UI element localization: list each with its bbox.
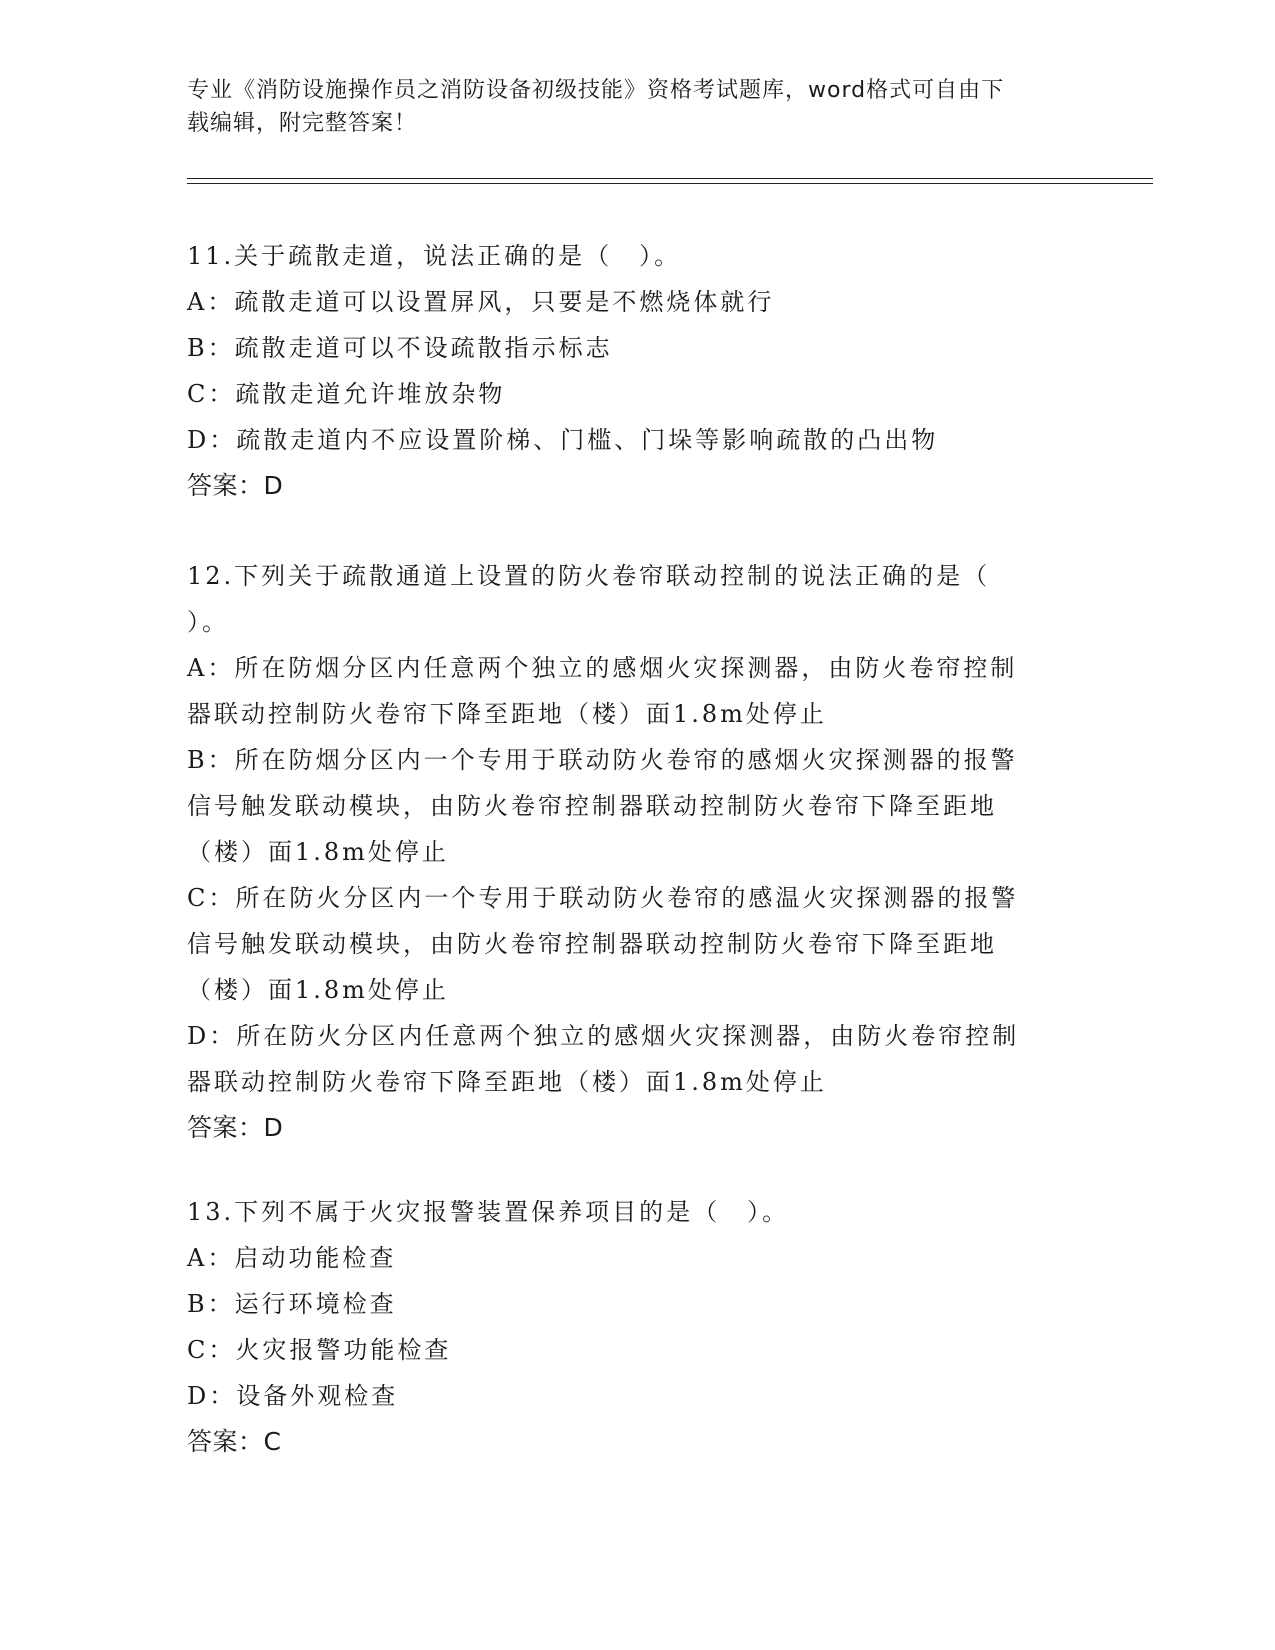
option-a: A：所在防烟分区内任意两个独立的感烟火灾探测器，由防火卷帘控制: [187, 654, 1018, 682]
answer-line: 答案：C: [187, 1427, 282, 1456]
option-a: A：疏散走道可以设置屏风，只要是不燃烧体就行: [187, 288, 775, 316]
option-d: D：设备外观检查: [187, 1382, 399, 1410]
option-b: （楼）面1.8m处停止: [187, 838, 449, 866]
option-d: 器联动控制防火卷帘下降至距地（楼）面1.8m处停止: [187, 1068, 827, 1096]
option-c: C：火灾报警功能检查: [187, 1336, 452, 1364]
answer-line: 答案：D: [187, 1113, 284, 1142]
option-b: B：所在防烟分区内一个专用于联动防火卷帘的感烟火灾探测器的报警: [187, 746, 1018, 774]
header-line: 载编辑，附完整答案！: [187, 111, 418, 136]
option-a: 器联动控制防火卷帘下降至距地（楼）面1.8m处停止: [187, 700, 827, 728]
header-line: 专业《消防设施操作员之消防设备初级技能》资格考试题库，word格式可自由下: [187, 78, 1005, 103]
option-c: （楼）面1.8m处停止: [187, 976, 449, 1004]
document-header: [187, 74, 1067, 140]
header-divider: [187, 178, 1153, 179]
question-stem: ）。: [187, 608, 229, 636]
option-a: A：启动功能检查: [187, 1244, 397, 1272]
question-13: [187, 1189, 1087, 1465]
question-stem: 11.关于疏散走道，说法正确的是（ ）。: [187, 242, 682, 270]
option-b: B：运行环境检查: [187, 1290, 397, 1318]
option-c: C：疏散走道允许堆放杂物: [187, 380, 506, 408]
answer-line: 答案：D: [187, 471, 284, 500]
option-b: B：疏散走道可以不设疏散指示标志: [187, 334, 613, 362]
option-c: C：所在防火分区内一个专用于联动防火卷帘的感温火灾探测器的报警: [187, 884, 1019, 912]
option-b: 信号触发联动模块，由防火卷帘控制器联动控制防火卷帘下降至距地: [187, 792, 997, 820]
option-d: D：疏散走道内不应设置阶梯、门槛、门垛等影响疏散的凸出物: [187, 426, 939, 454]
header-divider: [187, 183, 1153, 184]
option-d: D：所在防火分区内任意两个独立的感烟火灾探测器，由防火卷帘控制: [187, 1022, 1020, 1050]
option-c: 信号触发联动模块，由防火卷帘控制器联动控制防火卷帘下降至距地: [187, 930, 997, 958]
question-11: [187, 233, 1087, 509]
question-stem: 13.下列不属于火灾报警装置保养项目的是（ ）。: [187, 1198, 790, 1226]
question-stem: 12.下列关于疏散通道上设置的防火卷帘联动控制的说法正确的是（: [187, 562, 991, 590]
question-12: [187, 553, 1087, 1151]
